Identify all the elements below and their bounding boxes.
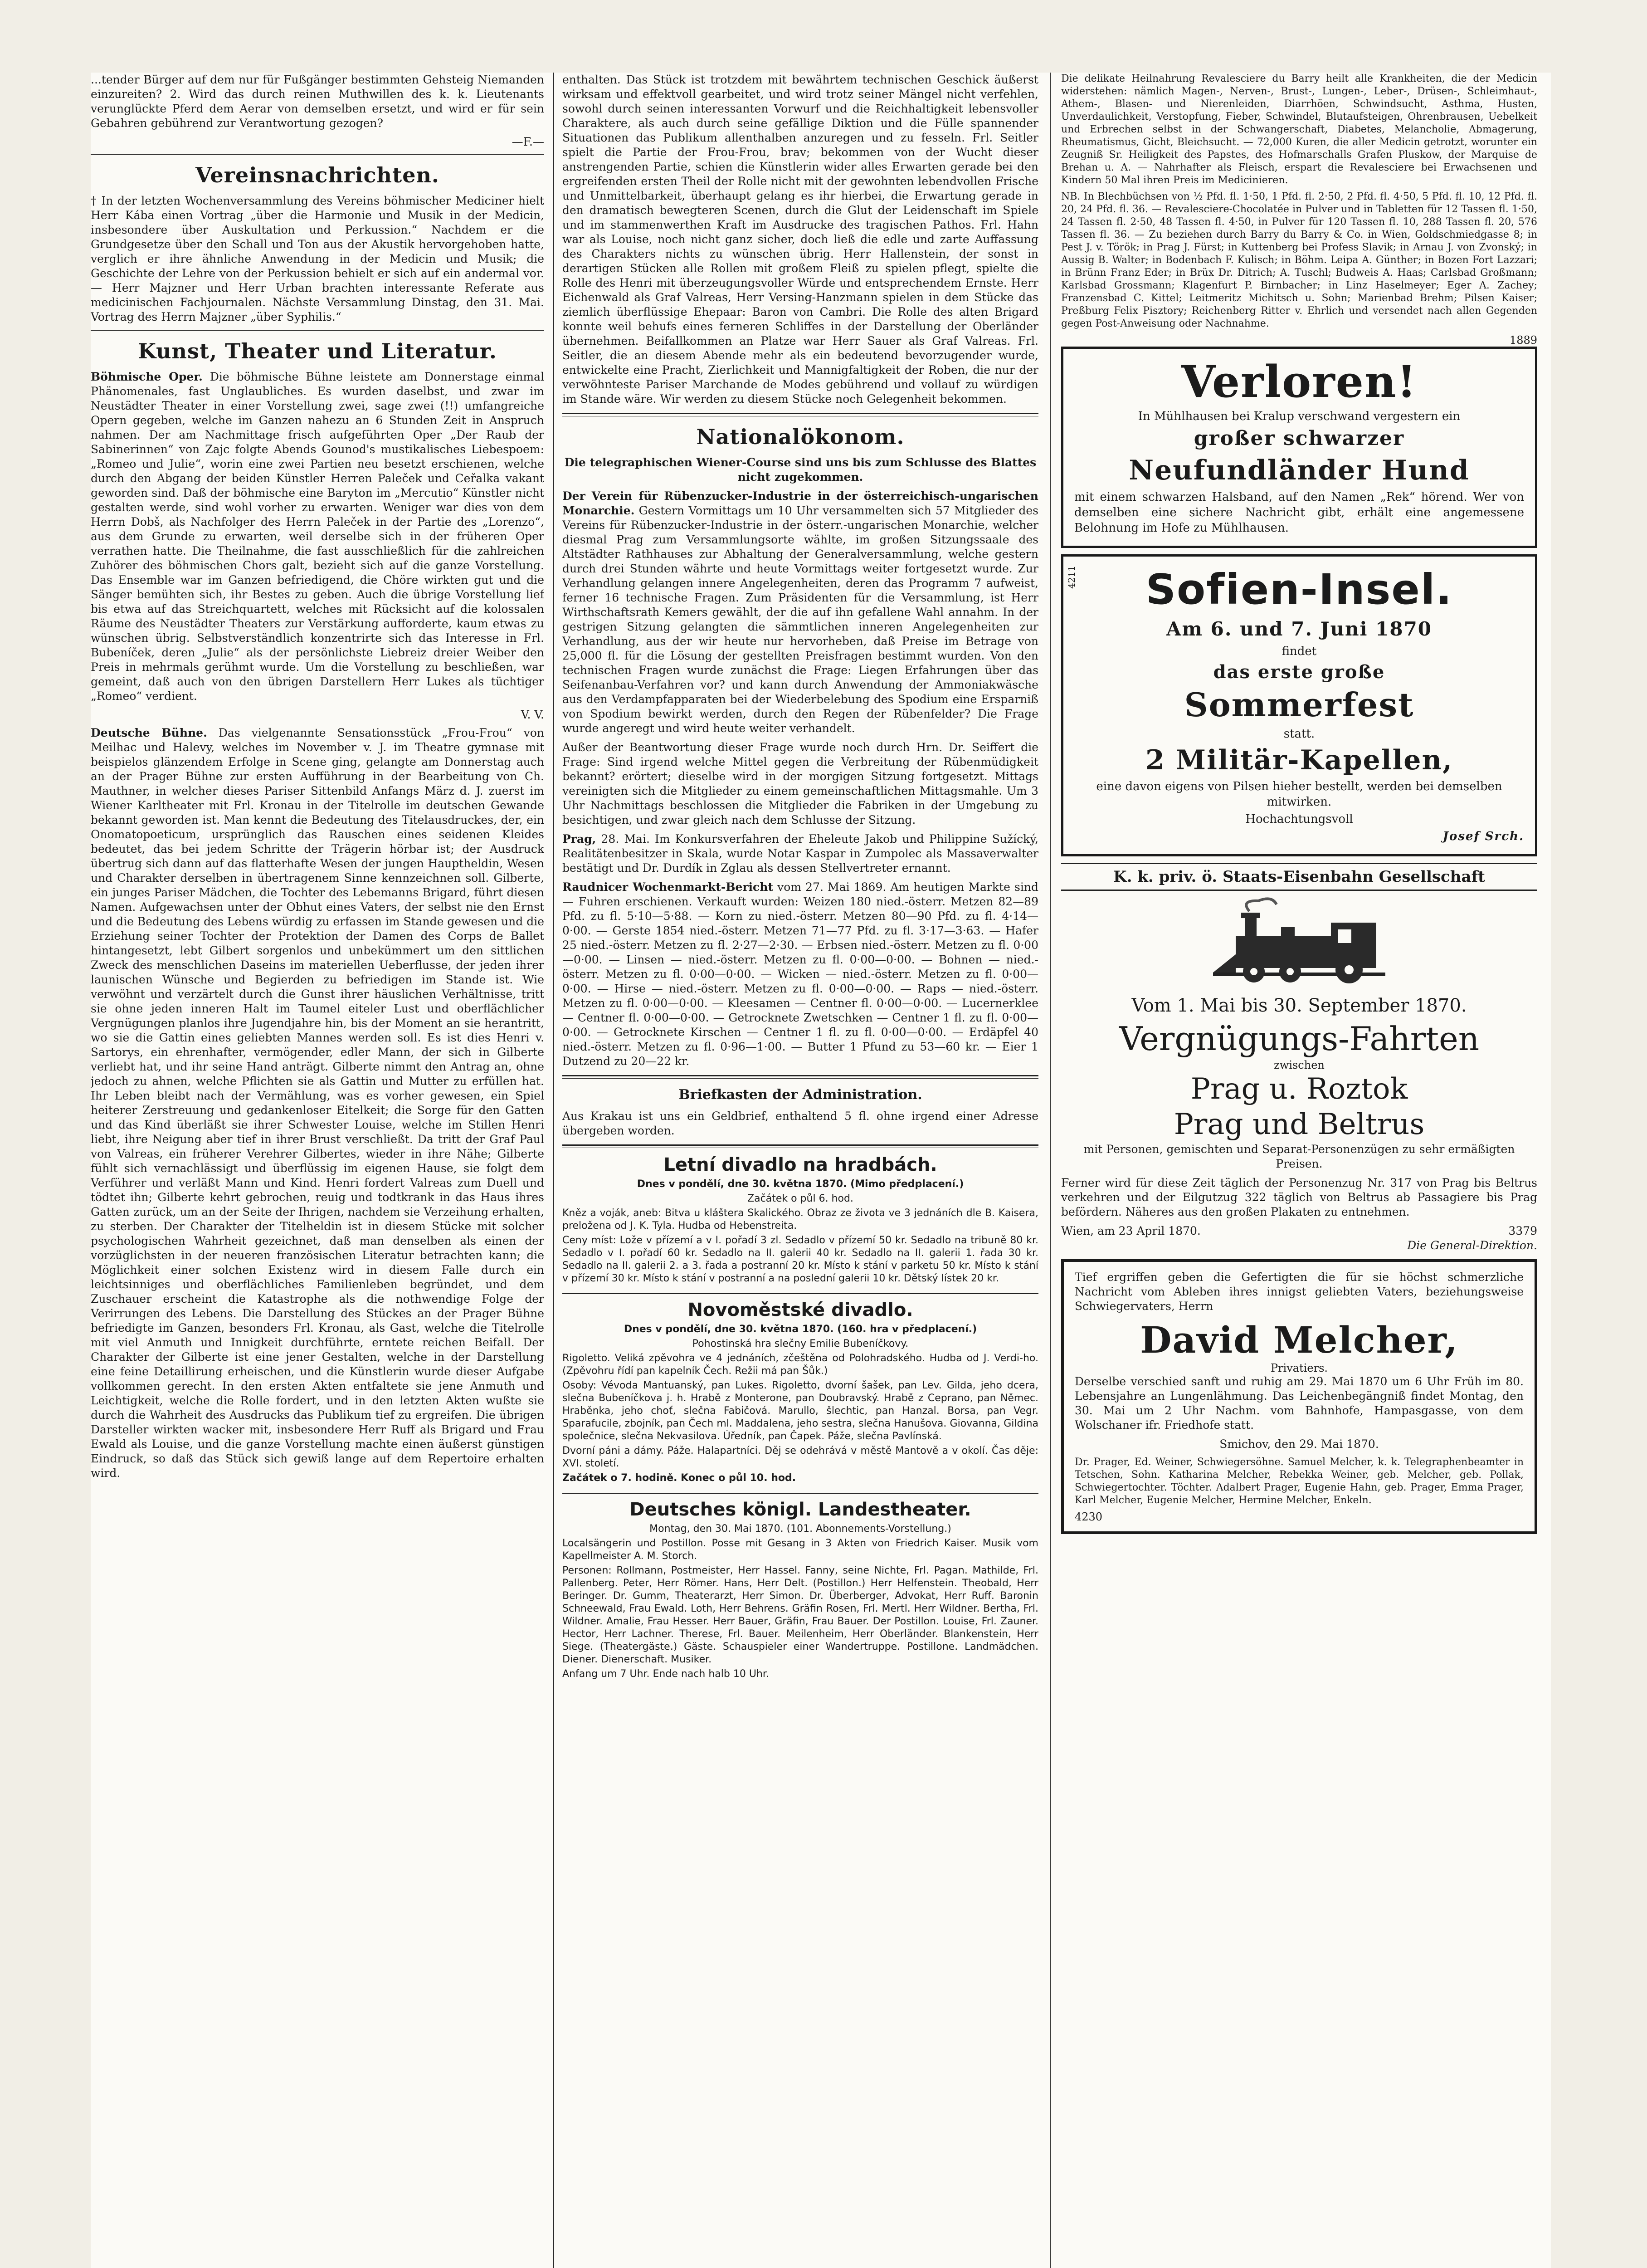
landes-line: Localsängerin und Postillon. Posse mit Gesang in 3 Akten von Friedrich Kaiser. Musik vom Kapellmeister A. M. Storch. (562, 1538, 1038, 1562)
rail-title: Vergnügungs-Fahrten (1119, 1020, 1480, 1058)
divider (91, 330, 544, 331)
rail-footer (1061, 1224, 1537, 1238)
prag-lead: Prag, (562, 832, 596, 846)
verein-lead: Der Verein für Rübenzucker-Industrie in der österreichisch-ungarischen Monarchie. (562, 489, 1038, 517)
column-rule-1 (553, 73, 554, 2268)
column-2 (562, 73, 1038, 2268)
vereins-text: † In der letzten Wochenversammlung des Vereins böhmischer Mediciner hielt Herr Kába einen Vortrag „über die Harmonie und Musik in der Medicin, insbesondere über Auskultation und Perkussion.“ Nachdem er die Grundgesetze über den Schall und Ton aus der Akustik hervorgehoben hatte, verglich er ihre ähnliche Anwendung in der Medicin und Musik; die Geschichte der Lehre von der Perkussion behielt er sich auf ein andermal vor. — Herr Majzner und Herr Urban brachten interessante Referate aus medicinischen Fachjournalen. Nächste Versammlung Dinstag, den 31. Mai. Vortrag des Herrn Majzner „über Syphilis.“ (91, 194, 544, 323)
novomestske-line: Dvorní páni a dámy. Páže. Halapartníci. Děj se odehrává v městě Mantově a v okolí. Čas děje: XVI. století. (562, 1445, 1038, 1469)
divider (562, 1144, 1038, 1148)
verein-text: Gestern Vormittags um 10 Uhr versammelten sich 57 Mitglieder des Vereins für Rübenzucker-Industrie in der österr.-ungarischen Monarchie, welcher diesmal Prag zum Versammlungsorte wählte, im großen Sitzungssaale des Altstädter Rathhauses zur Abhaltung der Generalversammlung, welche gestern durch drei Stunden währte und heute Vormittags weiter fortgesetzt wurde. Zur Verhandlung gelangen innere Angelegenheiten, deren das Programm 7 aufweist, ferner 16 technische Fragen. Zum Präsidenten für die Versammlung, ist Herr Wirthschaftsrath Kemers gewählt, der die auf ihn gefallene Wahl annahm. In der gestrigen Sitzung gelangten die sämmtlichen inneren Angelegenheiten zur Verhandlung, aus der wir heute nur hervorheben, daß Preise im Betrage von 25,000 fl. für die Lösung der gestellten Preisfragen bestimmt wurden. Von den technischen Fragen wurde zunächst die Frage: Liegen Erfahrungen über das Seifenanbau-Verfahren vor? und kann durch Anwendung der Ammoniakwäsche aus den Verdampfapparaten bei der Wiederbelebung des Spodium eine Ersparniß von Spodium bewirkt werden, durch den Regen der Rübenfelder? Die Frage wurde angeregt und wird heute weiter verhandelt. (562, 504, 1038, 735)
sofien-date: Am 6. und 7. Juni 1870 (1166, 618, 1433, 640)
column-1 (91, 73, 544, 2268)
rail-text: Ferner wird für diese Zeit täglich der Personenzug Nr. 317 von Prag bis Beltrus verkehren und der Eilgutzug 322 täglich von Beltrus ab Passagiere bis Prag befördern. Näheres aus den großen Plakaten zu entnehmen. (1061, 1176, 1537, 1218)
letni-line: Začátek o půl 6. hod. (747, 1193, 853, 1204)
sofien-fest: Sommerfest (1184, 685, 1414, 724)
landes-line: Anfang um 7 Uhr. Ende nach halb 10 Uhr. (562, 1668, 769, 1680)
divider (562, 1493, 1038, 1494)
landestheater-listing (562, 1499, 1038, 1681)
death-intro: Tief ergriffen geben die Gefertigten die für sie höchst schmerzliche Nachricht vom Ableben ihres innigst geliebten Vaters, beziehungsweise Schwiegervaters, Herrn (1075, 1271, 1524, 1313)
death-text: Derselbe verschied sanft und ruhig am 29. Mai 1870 um 6 Uhr Früh im 80. Lebensjahre an Lungenlähmung. Das Leichenbegängniß findet Montag, den 30. Mai um 2 Uhr Nachm. vom Bahnhofe, Hampasgasse, von dem Wolschaner ifr. Friedhofe statt. (1075, 1375, 1524, 1432)
prag-paragraph (562, 832, 1038, 875)
landes-line: Personen: Rollmann, Postmeister, Herr Hassel. Fanny, seine Nichte, Frl. Pagan. Mathilde, Frl. Pallenberg. Peter, Herr Römer. Hans, Herr Delt. (Postillon.) Herr Helfenstein. Theobald, Herr Beringer. Dr. Gumm, Theaterarzt, Herr Simon. Dr. Überberger, Advokat, Herr Ruff. Baronin Schneewald, Frau Ewald. Loth, Herr Behrens. Gräfin Rosen, Frl. Mertl. Herr Wildner. Bertha, Frl. Wildner. Amalie, Frau Hesser. Herr Bauer, Gräfin, Frau Bauer. Der Postillon. Louise, Frl. Zauner. Hector, Herr Lachner. Therese, Frl. Bauer. Meilenheim, Herr Oberländer. Blankenstein, Herr Siege. (Theatergäste.) Gäste. Schauspieler einer Wandertruppe. Postillone. Landmädchen. Diener. Dienerschaft. Musiker. (562, 1565, 1038, 1665)
novomestske-line: Dnes v pondělí, dne 30. května 1870. (160. hra v předplacení.) (624, 1324, 977, 1335)
oper-text: Die böhmische Bühne leistete am Donnerstage einmal Phänomenales, fast Unglaubliches. Es wurden daselbst, und zwar im Neustädter Theater in einer Vorstellung zwei, sage zwei (!!) umfangreiche Opern gegeben, welche im Ganzen nahezu an 6 Stunden Zeit in Anspruch nahmen. Der am Nachmittage frisch aufgeführten Oper „Der Raub der Sabinerinnen“ von Zajc folgte Abends Gounod's mustikalisches Liebespoem: „Romeo und Julie“, worin eine zwei Partien neu besetzt erschienen, welche durch den Abgang der beiden Künstler Herren Paleček und Ceřalka vakant geworden sind. Daß der böhmische eine Baryton im „Mercutio“ Künstler nicht gestalten werde, sind wohl vorher zu erwarten. Weniger war dies von dem Herrn Dobš, als Nachfolger des Herrn Paleček in der Partie des „Lorenzo“, aus dem Grunde zu erwarten, weil derselbe sich in der früheren Oper verrathen hatte. Die Theilnahme, die fast ausschließlich für die zahlreichen Zuhörer des böhmischen Chors galt, bezieht sich auf die ganze Vorstellung. Das Ensemble war im Ganzen befriedigend, die Chöre wirkten gut und die Sänger bemühten sich, ihr Bestes zu geben. Auch die übrige Vorstellung lief bis etwa auf das Streichquartett, welches mit Rücksicht auf die kolossalen Räume des Neustädter Theaters zur Verstärkung aufforderte, kaum etwas zu wünschen übrig. Selbstverständlich konzentrirte sich das Interesse in Frl. Bubeníček, deren „Julie“ als der persönlichste Liebreiz dreier Weiber den Preis in mehrmals gerühmt wurde. Um die Vorstellung zu beschließen, war gemeint, daß auch von den übrigen Darstellern Herr Lukes als tüchtiger „Romeo“ verdient. (91, 370, 544, 703)
verein-paragraph (562, 489, 1038, 736)
seiffert-paragraph: Außer der Beantwortung dieser Frage wurde noch durch Hrn. Dr. Seiffert die Frage: Sind irgend welche Mittel gegen die Verbreitung der Rübenmüdigkeit bekannt? erörtert; dieselbe wird in der morgigen Sitzung fortgesetzt. Mittags vereinigten sich die Mitglieder zu einem gemeinschaftlichen Mittagsmahle. Um 3 Uhr Nachmittags beschlossen die Mitglieder die Fabriken in der Umgebung zu besichtigen, und zwar gleich nach dem Schlusse der Sitzung. (562, 741, 1038, 826)
ad-number: 4230 (1075, 1510, 1103, 1523)
death-title: Privatiers. (1270, 1362, 1328, 1374)
column-3 (1061, 73, 1537, 2268)
divider (562, 413, 1038, 416)
rail-route-1: Prag u. Roztok (1190, 1072, 1408, 1106)
prag-text: 28. Mai. Im Konkursverfahren der Eheleute Jakob und Philippine Sužícký, Realitätenbesitzer in Skala, wurde Notar Kaspar in Zumpolec als Massaverwalter bestätigt und Dr. Durdík in Zglau als dessen Stellvertreter ernannt. (562, 832, 1038, 875)
markt-lead: Raudnicer Wochenmarkt-Bericht (562, 880, 773, 894)
rail-period: Vom 1. Mai bis 30. September 1870. (1131, 995, 1467, 1016)
sofien-findet: findet (1282, 645, 1317, 658)
verloren-line: großer schwarzer (1194, 427, 1405, 450)
letni-line: Ceny míst: Lože v přízemí a v I. pořadí 3 zl. Sedadlo v přízemí 50 kr. Sedadlo na tribuně 80 kr. Sedadlo v I. pořadí 60 kr. Sedadlo na II. galerii 40 kr. Sedadlo na II. galerii 1. řada 30 kr. Sedadlo na II. galerii 2. a 3. řada a postranní 20 kr. Místo k stání v parketu 50 kr. Místo k stání v přízemí 30 kr. Místo k stání v postranní a na poslední galerii 10 kr. Dětský lístek 20 kr. (562, 1235, 1038, 1284)
intro-paragraph: ...tender Bürger auf dem nur für Fußgänger bestimmten Gehsteig Niemanden einzureiten? 2. Wird das durch reinen Muthwillen des k. k. Lieutenants verunglückte Pferd dem Aerar von demselben ersetzt, und wird er für sein Gebahren gebührend zur Verantwortung gezogen? (91, 73, 544, 130)
rail-mit: mit Personen, gemischten und Separat-Personenzügen zu sehr ermäßigten Preisen. (1083, 1143, 1515, 1170)
sofien-kapellen: 2 Militär-Kapellen, (1145, 744, 1453, 776)
markt-paragraph (562, 880, 1038, 1069)
national-heading: Nationalökonom. (696, 425, 905, 449)
divider (91, 154, 544, 155)
oper-paragraph (91, 370, 544, 704)
death-signatories: Dr. Prager, Ed. Weiner, Schwiegersöhne. Samuel Melcher, k. k. Telegraphenbeamter in Tetschen, Sohn. Katharina Melcher, Rebekka Weiner, geb. Melcher, geb. Pollak, Schwiegertochter. Töchter. Adalbert Prager, Eugenie Hahn, geb. Prager, Emma Prager, Karl Melcher, Eugenie Melcher, Hermine Melcher, Enkeln. (1075, 1457, 1524, 1506)
oper-lead: Böhmische Oper. (91, 370, 203, 383)
oper-signature: V. V. (521, 708, 544, 721)
letni-line: Kněz a voják, aneb: Bitva u kláštera Skalického. Obraz ze života ve 3 jednáních dle B. Kaisera, preložena od J. K. Tyla. Hudba od Hebenstreita. (562, 1207, 1038, 1232)
kunst-heading: Kunst, Theater und Literatur. (138, 339, 497, 363)
ad-number: 3379 (1508, 1224, 1537, 1237)
sofien-insel-ad (1061, 554, 1537, 856)
buehne-lead: Deutsche Bühne. (91, 726, 207, 739)
ad-number: 4211 (1066, 566, 1077, 589)
rail-place: Wien, am 23 April 1870. (1061, 1224, 1201, 1237)
verloren-line: mit einem schwarzen Halsband, auf den Namen „Rek“ hörend. Wer von demselben eine sichere Nachricht gibt, erhält eine angemessene Belohnung im Hofe zu Mühlhausen. (1074, 490, 1524, 535)
death-notice (1061, 1259, 1537, 1534)
sofien-title: Sofien-Insel. (1145, 565, 1453, 614)
letni-title: Letní divadlo na hradbách. (663, 1154, 937, 1175)
ad-number: 1889 (1509, 334, 1537, 347)
sofien-sign: Josef Srch. (1442, 830, 1524, 843)
landes-title: Deutsches königl. Landestheater. (629, 1499, 971, 1520)
sofien-greet: Hochachtungsvoll (1245, 812, 1353, 826)
telegraph-note: Die telegraphischen Wiener-Course sind uns bis zum Schlusse des Blattes nicht zugekommen. (564, 456, 1037, 484)
letni-line: Dnes v pondělí, dne 30. května 1870. (Mimo předplacení.) (637, 1178, 964, 1190)
brief-heading: Briefkasten der Administration. (678, 1087, 922, 1103)
rail-sign: Die General-Direktion. (1407, 1239, 1537, 1252)
rail-route-2: Prag und Beltrus (1174, 1108, 1425, 1141)
rail-head: K. k. priv. ö. Staats-Eisenbahn Gesellschaft (1061, 863, 1537, 891)
sofien-statt: statt. (1283, 727, 1315, 741)
divider (562, 1293, 1038, 1294)
brief-text: Aus Krakau ist uns ein Geldbrief, enthaltend 5 fl. ohne irgend einer Adresse übergeben worden. (562, 1110, 1038, 1137)
revalesciere-nb: NB. In Blechbüchsen von ½ Pfd. fl. 1·50, 1 Pfd. fl. 2·50, 2 Pfd. fl. 4·50, 5 Pfd. fl. 10, 12 Pfd. fl. 20, 24 Pfd. fl. 36. — Revalesciere-Chocolatée in Pulver und in Tabletten für 12 Tassen fl. 1·50, 24 Tassen fl. 2·50, 48 Tassen fl. 4·50, in Pulver für 120 Tassen fl. 10, 288 Tassen fl. 20, 576 Tassen fl. 36. — Zu beziehen durch Barry du Barry & Co. in Wien, Goldschmiedgasse 8; in Pest J. v. Török; in Prag J. Fürst; in Kuttenberg bei Profess Slavik; in Arnau J. von Zvonský; in Aussig B. Walter; in Bodenbach F. Kulisch; in Böhm. Leipa A. Günther; in Bozen Fort Lazzari; in Brünn Franz Eder; in Brüx Dr. Ditrich; A. Tuschl; Budweis A. Haas; Carlsbad Großmann; Karlsbad Grossmann; Klagenfurt P. Birnbacher; in Linz Haselmeyer; Eger A. Zachey; Franzensbad C. Kittel; Leitmeritz Michitsch u. Sohn; Marienbad Brehm; Pilsen Kaiser; Preßburg Felix Pisztory; Reichenberg Ritter v. Ehrlich und versendet nach allen Gegenden gegen Post-Anweisung oder Nachnahme. (1061, 191, 1537, 329)
sofien-desc: eine davon eigens von Pilsen hieher bestellt, werden bei demselben mitwirken. (1096, 780, 1502, 809)
buehne-text: Das vielgenannte Sensationsstück „Frou-Frou“ von Meilhac und Halevy, welches im November v. J. im Theatre gymnase mit beispielos glänzendem Erfolge in Scene ging, gelangte am Donnerstag auch an der Prager Bühne zur ersten Aufführung in der Bearbeitung von Ch. Mauthner, in welcher dieses Pariser Sittenbild Anfangs März d. J. zuerst im Wiener Karltheater mit Frl. Kronau in der Titelrolle im deutschen Gewande bekannt geworden ist. Man kennt die Bedeutung des Titelausdruckes, der, ein Onomatopoeticum, ursprünglich das Rauschen eines seidenen Kleides bedeutet, das bei jedem Schritte der Trägerin hörbar ist; der Ausdruck übertrug sich dann auf das flatterhafte Wesen der jungen Hauptheldin, Wesen und Charakter derselben in übertragenem Sinne kennzeichnen soll. Gilberte, ein junges Pariser Mädchen, die Tochter des Lebemanns Brigard, führt diesen Namen. Aufgewachsen unter der Obhut eines Vaters, der selbst nie den Ernst und die Bedeutung des Lebens würdig zu erfassen im Stande gewesen und die Erziehung seiner Tochter der Protektion der Damen des Corps de Ballet hintangesetzt, lebt Gilbert sorgenlos und unbekümmert um den sittlichen Zweck des menschlichen Daseins im materiellen Ueberflusse, der jeden ihrer launischen Wünsche und Begierden zu befriedigen im Stande ist. Wie verwöhnt und verzärtelt durch die Gunst ihrer häuslichen Verhältnisse, tritt sie ohne jeden inneren Halt im Taumel eiteler Lust und oberflächlicher Vergnügungen planlos ihre Jugendjahre hin, bis der Moment an sie herantritt, wo sie die Gattin eines geliebten Mannes werden soll. Es ist dies Henri v. Sartorys, ein ehrenhafter, vermögender, edler Mann, der sich in Gilberte verliebt hat, und ihr seine Hand anträgt. Gilberte nimmt den Antrag an, ohne jedoch zu ahnen, welche Pflichten sie als Gattin und Mutter zu erfüllen hat. Ihr Leben bleibt nach der Vermählung, was es vorher gewesen, ein Spiel heiterer Zerstreuung und gedankenloser Eitelkeit; die Sorge für den Gatten und das Kind überläßt sie ihrer Schwester Louise, welche im Stillen Henri liebt, ihre Neigung aber tief in ihrer Brust verschließt. Da tritt der Graf Paul von Valreas, ein früherer Verehrer Gilbertes, wieder in ihre Nähe; Gilberte fühlt sich vernachlässigt und überflüssig im eigenen Hause, sie folgt dem Verführer und verläßt Mann und Kind. Henri fordert Valreas zum Duell und tödtet ihn; Gilberte kehrt gebrochen, reuig und todtkrank in das Haus ihres Gatten zurück, um an der Seite der Ihrigen, nachdem sie Verzeihung erhalten, zu sterben. Der Charakter der Titelheldin ist in diesem Stücke mit solcher psychologischen Wahrheit gezeichnet, daß man denselben als einen der vorzüglichsten in der neueren französischen Literatur betrachten kann; die Möglichkeit einer solchen Existenz wird in diesem Falle durch ein leichtsinniges und oberflächliches Familienleben begründet, und dem Zuschauer erscheint die Katastrophe als die nothwendige Folge der Verirrungen des Lebens. Die Darstellung des Stückes an der Prager Bühne befriedigte im Ganzen, besonders Frl. Kronau, als Gast, welche die Titelrolle mit viel Anmuth und Innigkeit durchführte, erntete reichen Beifall. Der Charakter der Gilberte ist eine jener Gestalten, welche in der Darstellung eine feine Detaillirung erheischen, und die Künstlerin wurde dieser Aufgabe vollkommen gerecht. In den ersten Akten entfaltete sie jene Anmuth und Leichtigkeit, welche die Rolle fordert, und in den letzten Akten wußte sie durch die Wahrheit des Ausdrucks das Publikum tief zu ergreifen. Die übrigen Darsteller wirkten wacker mit, insbesondere Herr Ruff als Brigard und Frau Ewald als Louise, und die ganze Vorstellung machte einen äußerst günstigen Eindruck, so daß das Stück sich gewiß lange auf dem Repertoire erhalten wird. (91, 726, 544, 1480)
verloren-line: Neufundländer Hund (1129, 455, 1470, 486)
death-name: David Melcher, (1140, 1319, 1458, 1361)
novomestske-line: Pohostinská hra slečny Emilie Bubeníčkovy. (692, 1338, 909, 1349)
revalesciere-ad: Die delikate Heilnahrung Revalesciere du Barry heilt alle Krankheiten, die der Medicin widerstehen: nämlich Magen-, Nerven-, Brust-, Lungen-, Leber-, Drüsen-, Schleimhaut-, Athem-, Blasen- und Nierenleiden, Diarrhöen, Schwindsucht, Asthma, Husten, Unverdaulichkeit, Verstopfung, Fieber, Schwindel, Blutaufsteigen, Ohrenbrausen, Uebelkeit und Erbrechen selbst in der Schwangerschaft, Diabetes, Melancholie, Abmagerung, Rheumatismus, Gicht, Bleichsucht. — 72,000 Kuren, die aller Medicin getrotzt, worunter ein Zeugniß Sr. Heiligkeit des Papstes, des Hofmarschalls Grafen Pluskow, der Marquise de Brehan u. A. — Nahrhafter als Fleisch, erspart die Revalesciere bei Erwachsenen und Kindern 50 Mal ihren Preis im Medicinieren. (1061, 73, 1537, 186)
letni-divadlo-listing (562, 1154, 1038, 1285)
verloren-title: Verloren! (1181, 356, 1417, 407)
vereins-heading: Vereinsnachrichten. (195, 163, 439, 187)
death-place: Smichov, den 29. Mai 1870. (1219, 1437, 1379, 1451)
sofien-das: das erste große (1213, 661, 1385, 683)
landes-line: Montag, den 30. Mai 1870. (101. Abonnements-Vorstellung.) (649, 1523, 951, 1535)
intro-signature: —F.— (512, 135, 544, 148)
novomestske-title: Novoměstské divadlo. (687, 1300, 913, 1320)
locomotive-icon (1204, 895, 1394, 991)
staatsbahn-ad (1061, 863, 1537, 1253)
rail-zwischen: zwischen (1274, 1059, 1325, 1071)
verloren-ad (1061, 347, 1537, 548)
novomestske-listing (562, 1300, 1038, 1485)
novomestske-line: Osoby: Vévoda Mantuanský, pan Lukes. Rigoletto, dvorní šašek, pan Lev. Gilda, jeho dcera, slečna Bubeníčkova j. h. Hrabě z Monterone, pan Doubravský. Hrabě z Ceprano, pan Němec. Hraběnka, jeho choť, slečna Fabičová. Marullo, šlechtic, pan Hanzal. Borsa, pan Vegr. Sparafucile, zbojník, pan Čech ml. Maddalena, jeho sestra, slečna Hanušova. Giovanna, Gildina společnice, slečna Nekvasilova. Úředník, pan Čapek. Páže, slečna Pavlínská. (562, 1380, 1038, 1442)
markt-text: vom 27. Mai 1869. Am heutigen Markte sind — Fuhren erschienen. Verkauft wurden: Weizen 180 nied.-österr. Metzen 82—89 Pfd. zu fl. 5·10—5·88. — Korn zu nied.-österr. Metzen 80—90 Pfd. zu fl. 4·14—0·00. — Gerste 1854 nied.-österr. Metzen 71—77 Pfd. zu fl. 3·17—3·63. — Hafer 25 nied.-österr. Metzen zu fl. 2·27—2·30. — Erbsen nied.-österr. Metzen zu fl. 0·00—0·00. — Linsen — nied.-österr. Metzen zu fl. 0·00—0·00. — Bohnen — nied.-österr. Metzen zu fl. 0·00—0·00. — Wicken — nied.-österr. Metzen zu fl. 0·00—0·00. — Hirse — nied.-österr. Metzen zu fl. 0·00—0·00. — Raps — nied.-österr. Metzen zu fl. 0·00—0·00. — Kleesamen — Centner fl. 0·00—0·00. — Lucernerklee — Centner fl. 0·00—0·00. — Getrocknete Zwetschken — Centner 1 fl. zu fl. 0·00—0·00. — Getrocknete Kirschen — Centner 1 fl. zu fl. 0·00—0·00. — Erdäpfel 40 nied.-österr. Metzen zu fl. 0·96—1·00. — Butter 1 Pfund zu 53—60 kr. — Eier 1 Dutzend zu 20—22 kr. (562, 880, 1038, 1068)
novomestske-line: Rigoletto. Veliká zpěvohra ve 4 jednáních, zčeštěna od Polohradského. Hudba od J. Verdi-ho. (Zpěvohru řídí pan kapelník Čech. Režii má pan Šůk.) (562, 1353, 1038, 1377)
novomestske-line: Začátek o 7. hodině. Konec o půl 10. hod. (562, 1472, 796, 1484)
divider (562, 1075, 1038, 1079)
buehne-paragraph (91, 726, 544, 1481)
verloren-line: In Mühlhausen bei Kralup verschwand vergestern ein (1138, 410, 1461, 423)
review-continuation: enthalten. Das Stück ist trotzdem mit bewährtem technischen Geschick äußerst wirksam und effektvoll gearbeitet, und wird trotz seiner Mängel nicht verfehlen, sowohl durch seinen interessanten Vorwurf und die Reichhaltigkeit lebensvoller Charaktere, als auch durch seine gefällige Diktion und die Fülle spannender Situationen das Publikum allenthalben anzuregen und zu fesseln. Frl. Seitler spielt die Partie der Frou-Frou, brav; bekommen von der Wucht dieser anstrengenden Partie, schien die Künstlerin wider alles Erwarten gerade bei den ergreifenden ersten Theil der Rolle nicht mit der gewohnten lebendvollen Frische und Unmittelbarkeit, überhaupt gelang es ihr hierbei, die Erwartung gerade in den dramatisch bewegteren Scenen, durch die Glut der Leidenschaft im Spiele und im stammenwerthen Kraft im Ausdrucke des tragischen Pathos. Frl. Hahn war als Louise, noch nicht ganz sicher, doch ließ die edle und zarte Auffassung des Charakters nichts zu wünschen übrig. Herr Hallenstein, der sonst in derartigen Stücken alle Rollen mit großem Fleiß zu spielen pflegt, spielte die Rolle des Henri mit überzeugungsvoller Würde und entsprechendem Ernste. Herr Eichenwald als Graf Valreas, Herr Versing-Hanzmann spielen in dem Stücke das ziemlich überflüssige Ehepaar: Baron von Cambri. Die Rolle des alten Brigard konnte weil behufs eines ferneren Schliffes in der Darstellung der Oberländer übernehmen. Beifallkommen an Platze war Herr Sauer als Graf Valreas. Frl. Seitler, die an diesem Abende mehr als ein bedeutend bevorzugender wurde, entwickelte eine Pracht, Zierlichkeit und Mannigfaltigkeit der Roben, die nur der verwöhnteste Pariser Marchande de Modes gebührend und vollauf zu würdigen im Stande wäre. Wir werden zu diesem Stücke noch Gelegenheit bekommen. (562, 73, 1038, 406)
column-rule-2 (1050, 73, 1051, 2268)
